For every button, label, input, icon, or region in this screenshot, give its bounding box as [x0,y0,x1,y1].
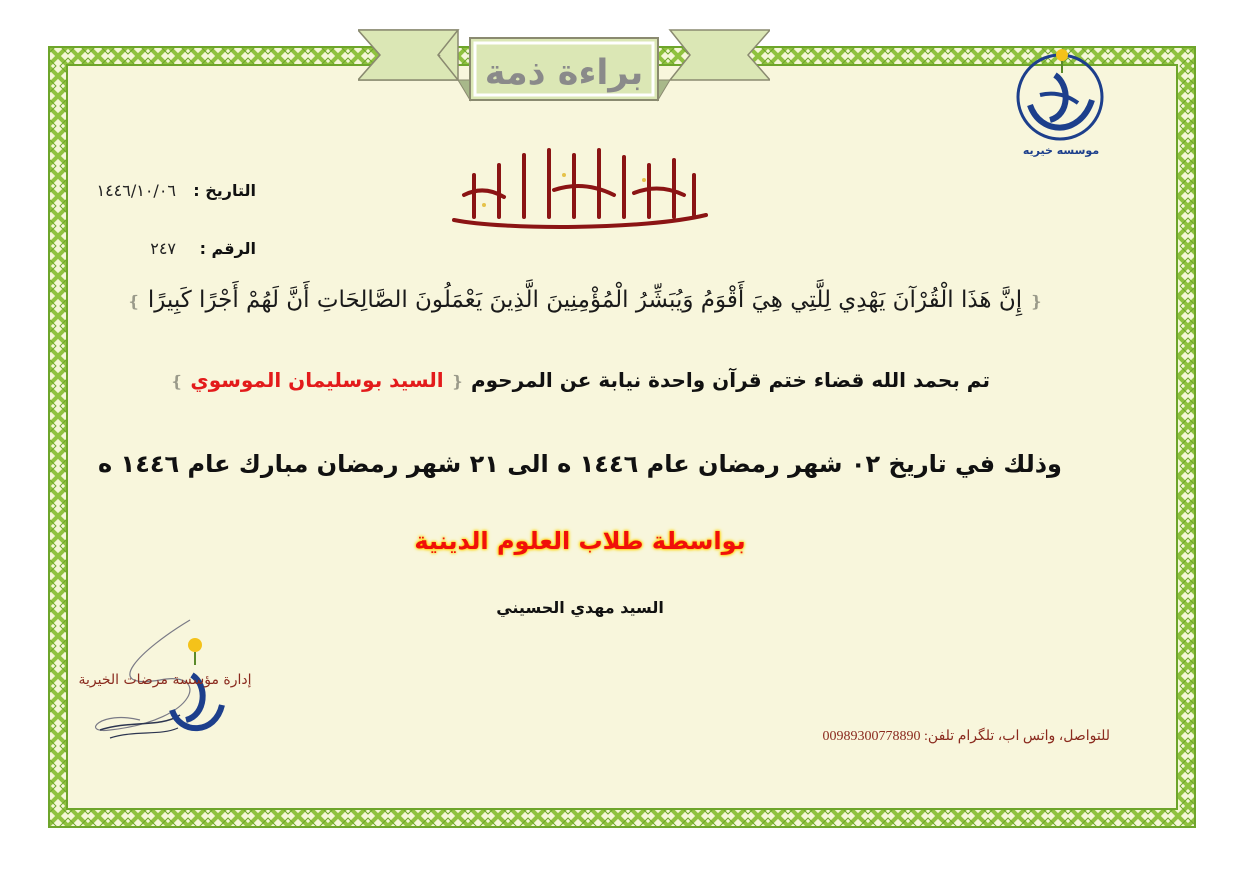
bismillah-calligraphy [444,135,714,235]
completion-statement [140,368,1020,392]
completion-text: تم بحمد الله قضاء ختم قرآن واحدة نيابة عن المرحوم [470,368,990,392]
verse-text: إِنَّ هَذَا الْقُرْآنَ يَهْدِي لِلَّتِي هِيَ أَقْوَمُ وَيُبَشِّرُ الْمُؤْمِنِينَ الَّذِينَ يَعْمَلُونَ الصَّالِحَاتِ أَنَّ لَهُمْ أَجْرًا كَبِيرًا [147,287,1023,313]
contact-info: للتواصل، واتس اب، تلگرام تلفن: 00989300778890 [822,729,1110,744]
logo-caption: موسسه خیریه [1022,144,1100,157]
ornament-right: ❴ [1029,292,1043,311]
certificate-title: براءة ذمة [484,53,644,93]
number-label: الرقم : [199,239,256,258]
ornament-left: ❵ [127,292,141,311]
deceased-name: السيد بوسليمان الموسوي [190,368,444,392]
quran-verse [55,287,1115,313]
date-value: ١٤٤٦/١٠/٠٦ [96,181,176,200]
stamp-text: إدارة مؤسسة مرضات الخيرية [78,672,252,688]
ornament-open: ❴ [450,372,464,391]
date-label: التاريخ : [193,181,256,200]
performed-by: بواسطة طلاب العلوم الدينية [414,527,746,555]
number-value: ٢٤٧ [150,239,176,258]
date-range-statement: وذلك في تاريخ ٠٢ شهر رمضان عام ١٤٤٦ ه الى ٢١ شهر رمضان مبارك عام ١٤٤٦ ه [98,450,1062,478]
ornament-close: ❵ [169,372,184,391]
signatory-name: السيد مهدي الحسيني [496,598,664,617]
